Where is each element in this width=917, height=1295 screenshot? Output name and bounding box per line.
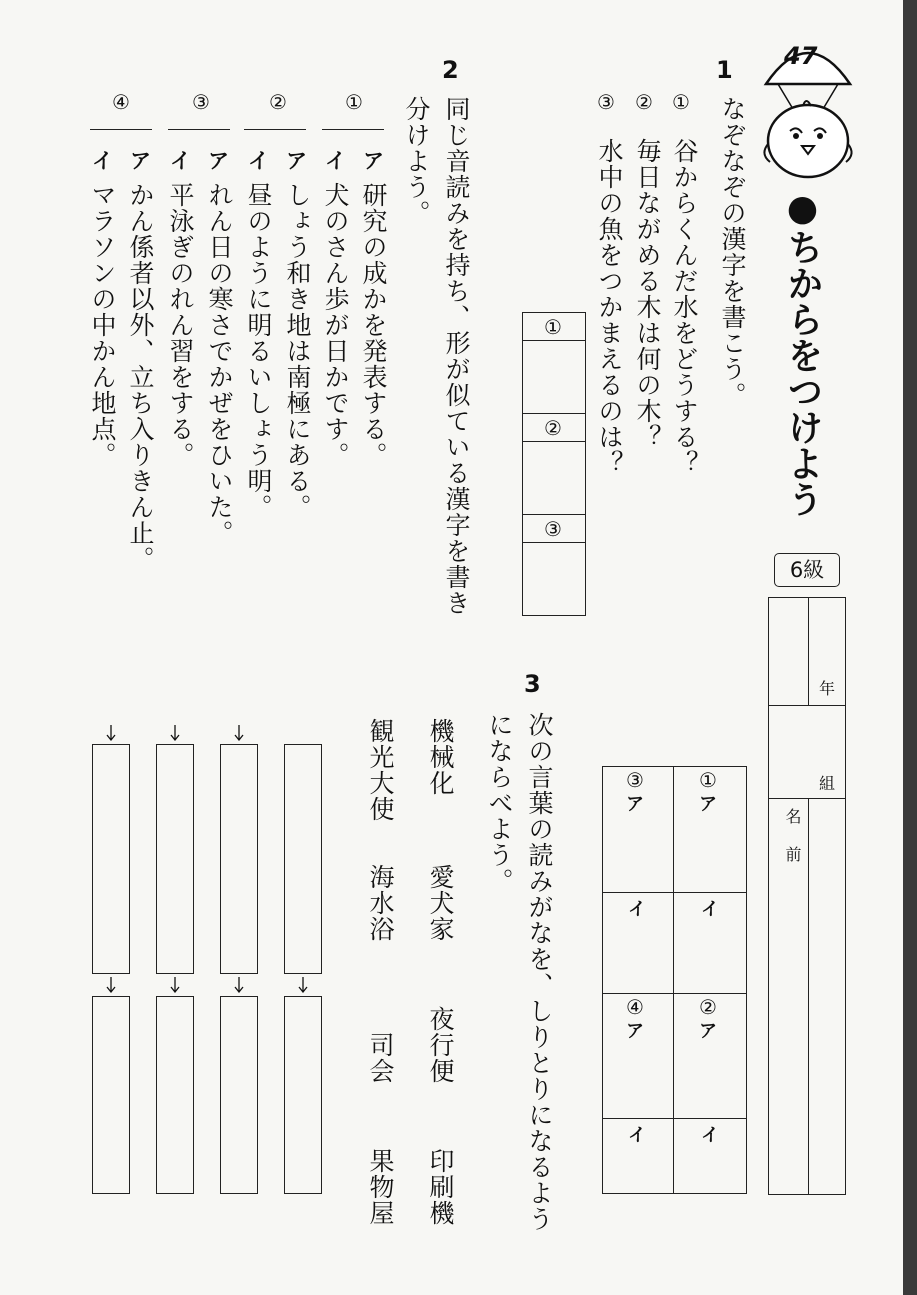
q3-number: 3: [524, 670, 541, 698]
q2-g1-a-text: 研究の成かを発表する。: [359, 182, 388, 468]
q2-g4-a-label: ア: [130, 149, 151, 173]
class-label: 組: [819, 774, 836, 793]
down-arrow-icon: [234, 725, 244, 741]
q3-answer-1-field[interactable]: [675, 790, 745, 890]
q2-g1-i-label: イ: [325, 149, 346, 173]
q1-item-1-text: 谷からくんだ水をどうする？: [670, 138, 699, 476]
q2-g2-i-text: 昼のように明るいしょう明。: [244, 182, 273, 520]
q3-4-i: イ: [628, 1125, 646, 1146]
down-arrow-icon: [106, 725, 116, 741]
q3-word-7: 司会: [366, 1032, 395, 1084]
q3-word-3: 夜行便: [426, 1006, 455, 1084]
q3-word-6: 海水浴: [366, 864, 395, 942]
q2-g3-i-label: イ: [170, 149, 191, 173]
q3-1-i: イ: [701, 899, 719, 920]
q2-instruction-line2: 分けよう。: [402, 96, 431, 226]
q2-g2-a-label: ア: [286, 149, 307, 173]
q3-3-i: イ: [628, 899, 646, 920]
chain-box-7[interactable]: [156, 996, 194, 1194]
q1-answer-3-field[interactable]: [524, 544, 584, 614]
q2-g3-i-text: 平泳ぎのれん習をする。: [166, 182, 195, 468]
page-number: 47: [784, 42, 818, 70]
q2-g4-i-label: イ: [92, 149, 113, 173]
q1-item-3-text: 水中の魚をつかまえるのは？: [595, 138, 624, 476]
down-arrow-icon: [298, 977, 308, 993]
q1-item-1-mark: ①: [672, 90, 690, 114]
q3-answer-3-field[interactable]: [604, 790, 672, 890]
q3-answer-4-field[interactable]: [604, 1017, 672, 1117]
q2-instruction-line1: 同じ音読みを持ち、形が似ている漢字を書き: [442, 96, 471, 616]
q1-answer-2-field[interactable]: [524, 443, 584, 513]
q3-word-2: 愛犬家: [426, 864, 455, 942]
q3-instruction-line1: 次の言葉の読みがなを、しりとりになるよう: [525, 712, 554, 1232]
q1-answer-label-2: ②: [544, 416, 562, 440]
q3-word-1: 機械化: [426, 718, 455, 796]
grade-badge: 6級: [774, 553, 840, 587]
q1-item-2-text: 毎日ながめる木は何の木？: [633, 138, 662, 450]
name-label: 名前: [783, 808, 802, 884]
q1-item-3-mark: ③: [597, 90, 615, 114]
chain-box-8[interactable]: [92, 996, 130, 1194]
q2-g1-i-text: 犬のさん歩が日かです。: [321, 182, 350, 468]
q1-instruction: なぞなぞの漢字を書こう。: [718, 96, 747, 408]
q1-item-2-mark: ②: [635, 90, 653, 114]
chain-box-2[interactable]: [220, 744, 258, 974]
down-arrow-icon: [106, 977, 116, 993]
q1-answer-label-1: ①: [544, 315, 562, 339]
q3-1-a: ア: [699, 794, 717, 815]
q3-3-a: ア: [626, 794, 644, 815]
q3-label-1: ①: [699, 768, 717, 792]
q3-4-a: ア: [626, 1021, 644, 1042]
q3-2-a: ア: [699, 1021, 717, 1042]
q3-label-4: ④: [626, 995, 644, 1019]
q3-2-i: イ: [701, 1125, 719, 1146]
down-arrow-icon: [170, 725, 180, 741]
q3-word-4: 印刷機: [426, 1148, 455, 1226]
q3-instruction-line2: にならべよう。: [485, 712, 514, 894]
q1-answer-label-3: ③: [544, 517, 562, 541]
q3-answer-2-field[interactable]: [675, 1017, 745, 1117]
q2-group-2-mark: ②: [269, 90, 287, 114]
down-arrow-icon: [234, 977, 244, 993]
chain-box-5[interactable]: [284, 996, 322, 1194]
q1-answer-1-field[interactable]: [524, 342, 584, 412]
q2-group-4-mark: ④: [112, 90, 130, 114]
q2-g1-a-label: ア: [363, 149, 384, 173]
q3-word-8: 果物屋: [366, 1148, 395, 1226]
chain-box-1[interactable]: [284, 744, 322, 974]
down-arrow-icon: [170, 977, 180, 993]
q2-g3-a-text: れん日の寒さでかぜをひいた。: [205, 182, 234, 546]
year-label: 年: [819, 679, 836, 698]
q2-number: 2: [442, 56, 459, 84]
page-edge: [903, 0, 917, 1295]
q2-group-1-mark: ①: [345, 90, 363, 114]
q2-group-3-mark: ③: [192, 90, 210, 114]
q2-g4-a-text: かん係者以外、立ち入りきん止。: [126, 182, 155, 572]
chain-box-6[interactable]: [220, 996, 258, 1194]
q2-g3-a-label: ア: [208, 149, 229, 173]
q3-word-5: 観光大使: [366, 718, 395, 822]
chain-box-4[interactable]: [92, 744, 130, 974]
page-title: ●ちからをつけよう: [782, 188, 823, 517]
q3-label-3: ③: [626, 768, 644, 792]
q2-g4-i-text: マラソンの中かん地点。: [88, 182, 117, 468]
chain-box-3[interactable]: [156, 744, 194, 974]
q1-number: 1: [716, 56, 733, 84]
q2-g2-a-text: しょう和き地は南極にある。: [283, 182, 312, 520]
q3-label-2: ②: [699, 995, 717, 1019]
q2-g2-i-label: イ: [248, 149, 269, 173]
